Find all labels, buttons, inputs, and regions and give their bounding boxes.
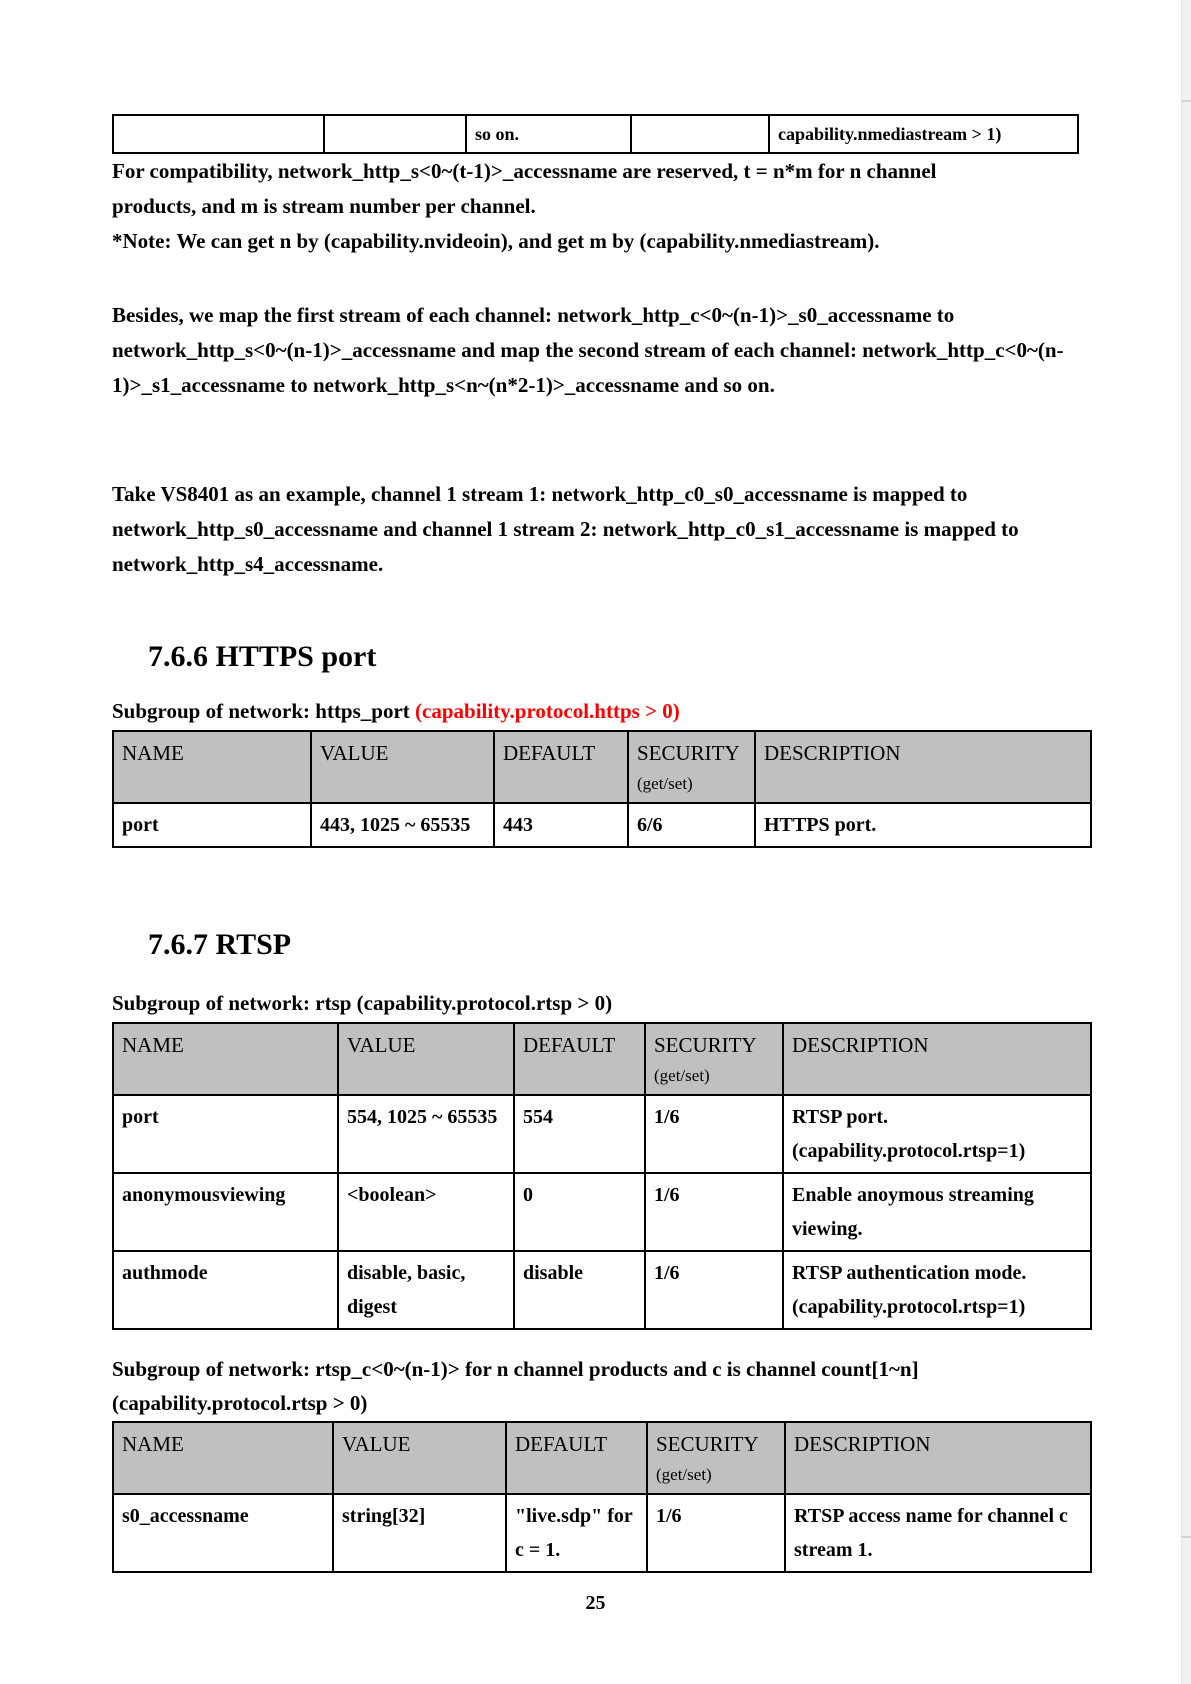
- text-span: products, and m is stream number per channel.: [112, 194, 536, 218]
- page-number: 25: [585, 1592, 606, 1614]
- text-span: .: [377, 552, 384, 576]
- example-paragraph: [112, 477, 1072, 582]
- table-cell: capability.nmediastream > 1): [769, 115, 1078, 153]
- header-security-label: SECURITY: [637, 741, 740, 765]
- header-name: NAME: [113, 731, 311, 803]
- cell-security: 6/6: [628, 803, 755, 847]
- text-span: are reserved, t = n*m for n channel: [617, 159, 937, 183]
- text-span: Subgroup of: [112, 1357, 229, 1381]
- header-name: NAME: [113, 1422, 333, 1494]
- header-value: VALUE: [333, 1422, 506, 1494]
- cell-security: 1/6: [647, 1494, 785, 1572]
- cell-security: 1/6: [645, 1251, 783, 1329]
- header-value: VALUE: [338, 1023, 514, 1095]
- text-span: is mapped to: [847, 482, 968, 506]
- header-security: [628, 731, 755, 803]
- header-description: DESCRIPTION: [783, 1023, 1091, 1095]
- table-header-row: [113, 731, 1091, 803]
- rtsp-table: [112, 1022, 1092, 1330]
- text-span: : rtsp (capability.protocol.rtsp > 0): [303, 991, 613, 1015]
- cell-value: disable, basic, digest: [338, 1251, 514, 1329]
- table-cell: [324, 115, 466, 153]
- header-security: [645, 1023, 783, 1095]
- text-span: Take VS8401 as an example, channel 1 stream 1:: [112, 482, 552, 506]
- header-security-sub: (get/set): [654, 1066, 710, 1085]
- param-name: network_http_c0_s0_accessname: [551, 482, 848, 506]
- cell-security: 1/6: [645, 1095, 783, 1173]
- table-row: [113, 115, 1078, 153]
- cell-name: s0_accessname: [113, 1494, 333, 1572]
- param-name: network_http_s0_accessname: [112, 517, 378, 541]
- text-span: https_port: [315, 699, 410, 723]
- table-row: [113, 1173, 1091, 1251]
- cell-name: port: [113, 1095, 338, 1173]
- param-name: network_http_c<0~(n-1)>_s0_accessname: [557, 303, 932, 327]
- header-value: VALUE: [311, 731, 494, 803]
- text-span: (capability.protocol.rtsp > 0): [112, 1391, 368, 1415]
- table-header-row: [113, 1422, 1091, 1494]
- compatibility-paragraph: [112, 154, 1072, 259]
- table-row: [113, 1095, 1091, 1173]
- header-security-sub: (get/set): [656, 1465, 712, 1484]
- text-span: : rtsp_c<0~(n-1)> for n channel products and c is channel count[1~n]: [303, 1357, 919, 1381]
- https-table: [112, 730, 1092, 848]
- continuation-table: [112, 114, 1079, 154]
- cell-default: 0: [514, 1173, 645, 1251]
- table-row: [113, 1494, 1091, 1572]
- header-security: [647, 1422, 785, 1494]
- text-span: and map the second stream of each channel:: [456, 338, 863, 362]
- table-row: [113, 1251, 1091, 1329]
- subgroup-rtsp: [112, 986, 612, 1020]
- param-name: network_http_c<0~(n-1)>_s1_accessname: [112, 338, 1064, 397]
- cell-description: RTSP access name for channel c stream 1.: [785, 1494, 1091, 1572]
- text-span: to: [284, 373, 313, 397]
- table-cell: [631, 115, 769, 153]
- capability-condition: (capability.protocol.https > 0): [415, 699, 680, 723]
- table-cell: [113, 115, 324, 153]
- cell-value: string[32]: [333, 1494, 506, 1572]
- text-span: to: [931, 303, 955, 327]
- text-span: Subgroup of: [112, 699, 229, 723]
- param-name: network_http_s4_accessname: [112, 552, 378, 576]
- section-heading-https: 7.6.6 HTTPS port: [148, 640, 377, 673]
- cell-name: anonymousviewing: [113, 1173, 338, 1251]
- text-span: For compatibility,: [112, 159, 278, 183]
- header-default: DEFAULT: [494, 731, 628, 803]
- cell-description: RTSP port. (capability.protocol.rtsp=1): [783, 1095, 1091, 1173]
- text-span: network: [228, 991, 304, 1015]
- cell-default: disable: [514, 1251, 645, 1329]
- cell-description: RTSP authentication mode. (capability.protocol.rtsp=1): [783, 1251, 1091, 1329]
- cell-default: 554: [514, 1095, 645, 1173]
- text-span: Besides, we map the first stream of each channel:: [112, 303, 558, 327]
- text-span: network: [228, 1357, 304, 1381]
- note-text: *Note: We can get n by (capability.nvideoin), and get m by (capability.nmediastream).: [112, 229, 880, 253]
- param-name: network_http_c0_s1_accessname: [602, 517, 900, 541]
- header-security-label: SECURITY: [654, 1033, 757, 1057]
- rtsp-channel-table: [112, 1421, 1092, 1573]
- text-span: is mapped to: [899, 517, 1019, 541]
- cell-description: Enable anoymous streaming viewing.: [783, 1173, 1091, 1251]
- cell-name: authmode: [113, 1251, 338, 1329]
- header-security-sub: (get/set): [637, 774, 693, 793]
- header-default: DEFAULT: [514, 1023, 645, 1095]
- text-span: and channel 1 stream 2:: [377, 517, 603, 541]
- table-row: [113, 803, 1091, 847]
- table-cell: so on.: [466, 115, 631, 153]
- param-name: network_http_s<n~(n*2-1)>_accessname: [312, 373, 680, 397]
- cell-value: 443, 1025 ~ 65535: [311, 803, 494, 847]
- param-name: network_http_s<0~(t-1)>_accessname: [277, 159, 618, 183]
- mapping-paragraph: [112, 298, 1072, 403]
- header-default: DEFAULT: [506, 1422, 647, 1494]
- header-description: DESCRIPTION: [755, 731, 1091, 803]
- subgroup-rtsp-channel: [112, 1352, 919, 1420]
- text-span: and so on.: [679, 373, 775, 397]
- cell-value: 554, 1025 ~ 65535: [338, 1095, 514, 1173]
- text-span: network: [228, 699, 304, 723]
- subgroup-https: [112, 694, 680, 728]
- param-name: network_http_s<0~(n-1)>_accessname: [112, 338, 456, 362]
- table-header-row: [113, 1023, 1091, 1095]
- scrollbar-track[interactable]: [1181, 0, 1191, 1684]
- header-security-label: SECURITY: [656, 1432, 759, 1456]
- scrollbar-marker: [1182, 1536, 1191, 1538]
- cell-description: HTTPS port.: [755, 803, 1091, 847]
- text-span: :: [303, 699, 316, 723]
- header-description: DESCRIPTION: [785, 1422, 1091, 1494]
- cell-name: port: [113, 803, 311, 847]
- scrollbar-marker: [1182, 100, 1191, 102]
- cell-value: <boolean>: [338, 1173, 514, 1251]
- cell-security: 1/6: [645, 1173, 783, 1251]
- section-heading-rtsp: 7.6.7 RTSP: [148, 928, 292, 961]
- cell-default: "live.sdp" for c = 1.: [506, 1494, 647, 1572]
- header-name: NAME: [113, 1023, 338, 1095]
- cell-default: 443: [494, 803, 628, 847]
- text-span: Subgroup of: [112, 991, 229, 1015]
